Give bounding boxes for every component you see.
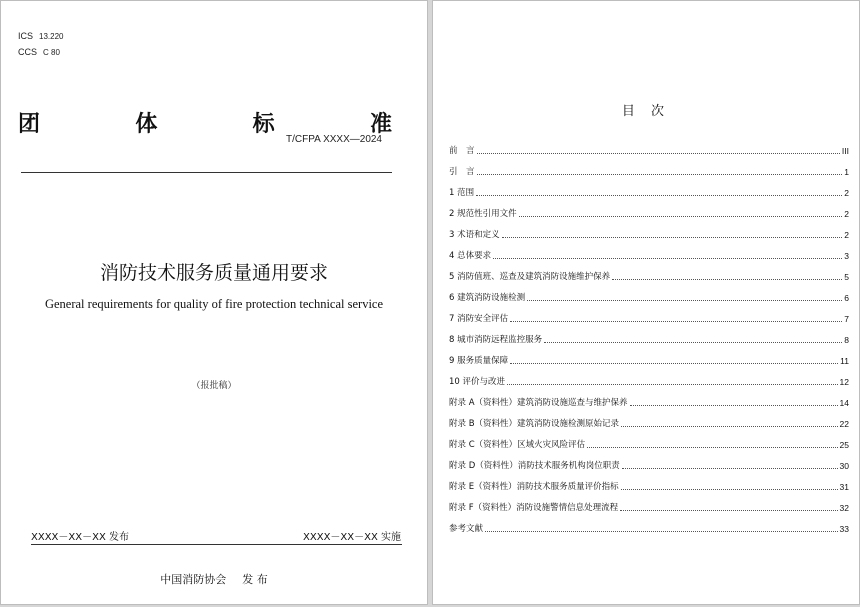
toc-entry[interactable] [449, 366, 849, 387]
toc-leader [527, 300, 842, 301]
ics-code [18, 31, 63, 41]
toc-entry[interactable] [449, 135, 849, 156]
publisher-action: 发 布 [242, 573, 268, 586]
toc-entry-page: 5 [844, 272, 849, 282]
toc-entry-label: 5 消防值班、巡查及建筑消防设施维护保养 [449, 272, 611, 282]
toc-page [432, 0, 860, 605]
toc-title: 目 次 [621, 104, 671, 119]
toc-entry-page: 2 [844, 209, 849, 219]
toc-leader [612, 279, 842, 280]
toc-leader [622, 468, 838, 469]
toc-entry-page: 11 [840, 356, 849, 366]
toc-entry-label: 3 术语和定义 [449, 230, 500, 240]
toc-entry[interactable] [449, 492, 849, 513]
toc-entry[interactable] [449, 282, 849, 303]
toc-entry-page: 1 [844, 167, 849, 177]
toc-entry-page: 2 [844, 188, 849, 198]
header-divider [21, 172, 392, 173]
toc-entry-page: 25 [839, 440, 849, 450]
toc-entry-label: 附录 F（资料性）消防设施警情信息处理流程 [449, 503, 619, 513]
toc-leader [502, 237, 843, 238]
toc-leader [477, 174, 843, 175]
toc-leader [476, 195, 842, 196]
toc-leader [493, 258, 842, 259]
toc-entry[interactable] [449, 303, 849, 324]
toc-entry-page: 30 [839, 461, 849, 471]
toc-entry-label: 2 规范性引用文件 [449, 209, 517, 219]
toc-entry-label: 9 服务质量保障 [449, 356, 509, 366]
toc-entry-label: 附录 E（资料性）消防技术服务质量评价指标 [449, 482, 619, 492]
toc-entry-label: 6 建筑消防设施检测 [449, 293, 526, 303]
implement-date: XXXX－XX－XX 实施 [303, 532, 401, 543]
toc-leader [587, 447, 837, 448]
publisher-name: 中国消防协会 [160, 573, 227, 586]
toc-entry-label: 8 城市消防远程监控服务 [449, 335, 543, 345]
draft-status: （报批稿） [191, 381, 237, 391]
standard-code: T/CFPA XXXX—2024 [286, 134, 382, 145]
standard-type-char: 标 [252, 112, 276, 137]
ics-value: 13.220 [39, 32, 64, 41]
toc-entry-page: 31 [839, 482, 849, 492]
toc-leader [485, 531, 838, 532]
toc-leader [507, 384, 838, 385]
toc-entry[interactable] [449, 156, 849, 177]
toc-entry[interactable] [449, 261, 849, 282]
toc-entry[interactable] [449, 387, 849, 408]
toc-leader [510, 363, 838, 364]
toc-entry[interactable] [449, 345, 849, 366]
toc-entry[interactable] [449, 177, 849, 198]
toc-entry[interactable] [449, 198, 849, 219]
standard-type-char: 准 [369, 112, 393, 137]
toc-entry-label: 附录 A（资料性）建筑消防设施巡查与维护保养 [449, 398, 628, 408]
standard-type-char: 体 [135, 112, 159, 137]
toc-entry[interactable] [449, 513, 849, 534]
toc-leader [519, 216, 843, 217]
toc-entry-label: 引 言 [449, 167, 475, 177]
ccs-code [18, 47, 60, 57]
title-english: General requirements for quality of fire protection technical service [44, 297, 384, 311]
toc-entry-page: 8 [844, 335, 849, 345]
toc-entry-page: 12 [839, 377, 849, 387]
ccs-label: CCS [18, 47, 38, 57]
toc-entry[interactable] [449, 324, 849, 345]
toc-entry-page: 14 [839, 398, 849, 408]
toc-entry-label: 7 消防安全评估 [449, 314, 509, 324]
toc-entry-label: 10 评价与改进 [449, 377, 506, 387]
toc-leader [621, 426, 837, 427]
toc-entry[interactable] [449, 240, 849, 261]
toc-leader [620, 510, 837, 511]
toc-leader [510, 321, 842, 322]
toc-leader [477, 153, 840, 154]
toc-entry-label: 4 总体要求 [449, 251, 492, 261]
toc-entry-label: 附录 C（资料性）区域火灾风险评估 [449, 440, 586, 450]
toc-entry-label: 1 范围 [449, 188, 475, 198]
ccs-value: C 80 [43, 48, 60, 57]
toc-entry-page: 2 [844, 230, 849, 240]
toc-entry-page: 6 [844, 293, 849, 303]
toc-leader [544, 342, 842, 343]
title-chinese: 消防技术服务质量通用要求 [99, 262, 328, 284]
toc-entry[interactable] [449, 408, 849, 429]
toc-entry-label: 前 言 [449, 146, 475, 156]
footer-divider [31, 544, 402, 545]
toc-entry-page: III [841, 146, 849, 156]
toc-list [449, 135, 849, 534]
toc-entry-page: 32 [839, 503, 849, 513]
toc-entry[interactable] [449, 450, 849, 471]
ics-label: ICS [18, 31, 34, 41]
toc-entry-label: 附录 B（资料性）建筑消防设施检测原始记录 [449, 419, 620, 429]
publisher [1, 571, 427, 587]
toc-entry-label: 附录 D（资料性）消防技术服务机构岗位职责 [449, 461, 620, 471]
toc-entry-page: 7 [844, 314, 849, 324]
cover-page [0, 0, 428, 605]
standard-type-char: 团 [18, 112, 42, 137]
toc-leader [621, 489, 838, 490]
toc-entry-page: 3 [844, 251, 849, 261]
toc-entry-page: 22 [839, 419, 849, 429]
toc-entry-label: 参考文献 [449, 524, 484, 534]
toc-entry-page: 33 [839, 524, 849, 534]
toc-entry[interactable] [449, 471, 849, 492]
toc-entry[interactable] [449, 219, 849, 240]
toc-leader [630, 405, 838, 406]
toc-entry[interactable] [449, 429, 849, 450]
issue-date: XXXX－XX－XX 发布 [31, 532, 129, 543]
